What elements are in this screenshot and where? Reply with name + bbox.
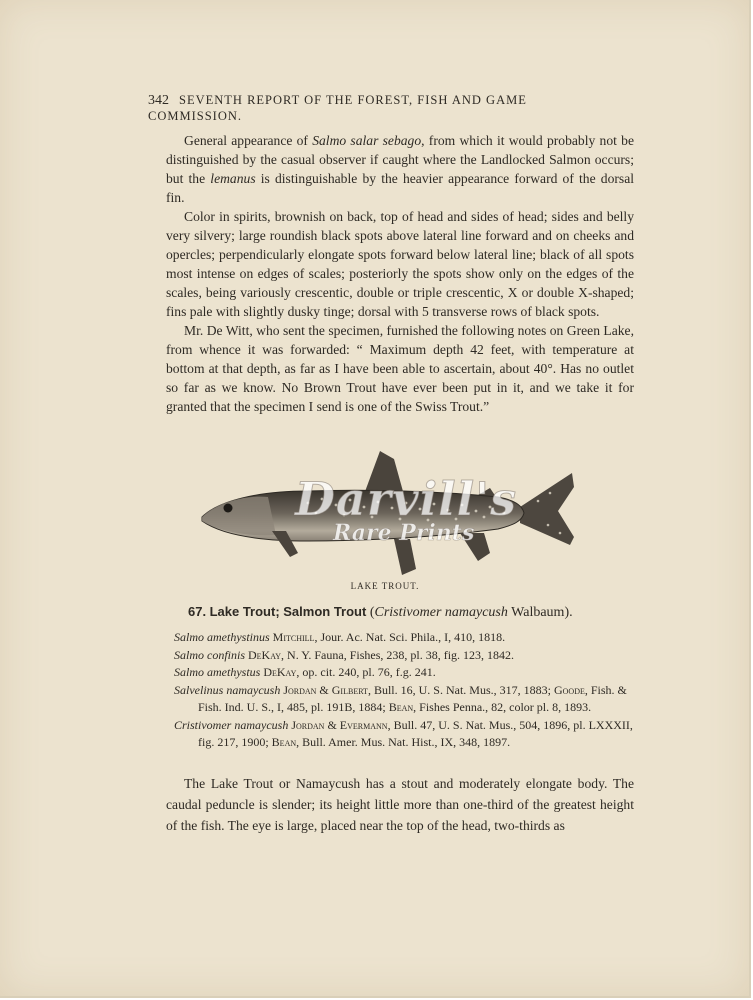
- fish-eye: [224, 504, 233, 513]
- paragraph-description-text: The Lake Trout or Namaycush has a stout and moderately elongate body. The caudal peduncle is slender; its height little more than one-third of the greatest height of the fish. The eye is large, placed near the top of the head, two-thirds as: [166, 776, 634, 833]
- text-block-top: [166, 131, 634, 416]
- paragraph-appearance: General appearance of Salmo salar sebago, from which it would probably not be distinguished by the casual observer if caught where the Landlocked Salmon occurs; but the lemanus is distinguishable by the heavier appearance forward of the dorsal fin.: [166, 133, 635, 205]
- synonym-entry: Salmo amethystinus Mitchill, Jour. Ac. Nat. Sci. Phila., I, 410, 1818.: [174, 630, 506, 644]
- fish-tail: [520, 473, 574, 545]
- page-number: 342: [148, 93, 169, 108]
- watermark-darvills: Darvill's: [295, 472, 518, 526]
- species-heading: 67. Lake Trout; Salmon Trout (Cristivomer namaycush Walbaum).: [188, 604, 573, 620]
- running-header: [148, 93, 598, 124]
- watermark-rare-prints: Rare Prints: [333, 520, 475, 546]
- fish-head-shade: [202, 497, 276, 536]
- paragraph-color: Color in spirits, brownish on back, top of head and sides of head; sides and belly very silvery; large roundish black spots above lateral line forward and on cheeks and opercles; perpendicularly elongate spots forward below lateral line; black of all spots most intense on edges of scales; posteriorly the spots show only on the edges of the scales, being variously crescentic, double or triple crescentic, X or double X-shaped; fins pale with slightly dusky tinge; dorsal with 5 transverse rows of black spots.: [166, 209, 634, 319]
- synonym-entry: Salmo confinis DeKay, N. Y. Fauna, Fishes, 238, pl. 38, fig. 123, 1842.: [174, 647, 515, 662]
- synonym-entry: Salvelinus namaycush Jordan & Gilbert, Bull. 16, U. S. Nat. Mus., 317, 1883; Goode, Fish. & Fish. Ind. U. S., I, 485, pl. 191B, 1884; Bean, Fishes Penna., 82, color pl. 8, 1893.: [174, 682, 627, 714]
- paragraph-description: [166, 773, 634, 836]
- synonym-entry: Salmo amethystus DeKay, op. cit. 240, pl. 76, f.g. 241.: [174, 665, 436, 679]
- synonym-entry: Cristivomer namaycush Jordan & Evermann, Bull. 47, U. S. Nat. Mus., 504, 1896, pl. LXXXII, fig. 217, 1900; Bean, Bull. Amer. Mus. Nat. Hist., IX, 348, 1897.: [174, 717, 633, 749]
- running-title: SEVENTH REPORT OF THE FOREST, FISH AND GAME COMMISSION.: [148, 93, 527, 123]
- figure-caption: LAKE TROUT.: [350, 581, 420, 591]
- paragraph-de-witt: Mr. De Witt, who sent the specimen, furnished the following notes on Green Lake, from whence it was forwarded: “ Maximum depth 42 feet, with temperature at bottom at that depth, as far as I have been able to ascertain, about 40°. Has no outlet so far as we know. No Brown Trout have ever been put in it, and we take it for granted that the specimen I send is one of the Swiss Trout.”: [166, 323, 634, 414]
- synonymy-list: [174, 629, 634, 752]
